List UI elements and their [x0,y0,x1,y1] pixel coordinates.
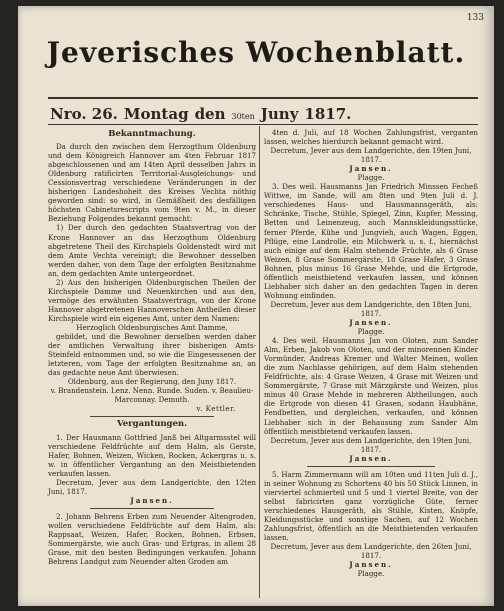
paragraph: v. Brandenstein. Lenz. Nenn. Runde. Suden. v. Beaulieu-Marconnay. Demuth. [50,386,254,405]
paragraph: Plagge. [357,173,385,183]
paragraph: Da durch den zwischen dem Herzogthum Oldenburg und dem Königreich Hannover am 4ten Februar 1817 abgeschlossenen und am 14ten April desselben Jahrs in Oldenburg ratificirten Territorial-Ausgleichungs- und Cessionsvertrag verschiedene Veränderungen in der bisherigen Landeshoheit des Kreises Vechta nöthig geworden sind: so wird, in Gemäßheit des desfälligen höchsten Cabinetsrescripts vom 9ten v. M., in dieser Beziehung Folgendes bekannt gemacht: [48,142,256,224]
issue-year: 1817. [304,105,352,123]
paragraph: 3. Des weil. Hausmanns Jan Friedrich Minssen Fecheß Wittwe, im Sande, will am 8ten und 9ten Juli d. J. verschiedenes Haus- und Hausmannsgeräth, als: Schränke, Tische, Stühle, Spiegel, Zinn, Kupfer, Messing, Betten und Leinenzeug, auch Mannskleidungsstücke, ferner Pferde, Kühe und Jungvieh, auch Wagen, Eggen, Pflüge, eine Landrolle, ein Milchwerk u. s. f., hiernächst auch einige auf dem Halm stehende Früchte, als 6 Grase Weizen, 8 Grase Sommergärste, 18 Grase Hafer, 3 Grase Bohnen, plus minus 16 Grase Mehde, und die Ertgrode, öffentlich meistbietend verkaufen lassen, und können Liebhaber sich daher an den gedachten Tagen in deren Wohnung einfinden. [264,182,478,300]
paragraph: Oldenburg, aus der Regierung, den Juny 1817. [67,377,237,387]
signatory: Jansen. [130,495,174,505]
issue-date-prefix: den [194,105,226,123]
right-column [264,128,478,578]
issue-number: Nro. 26. [50,105,118,123]
issue-date-day: 30ten [231,112,255,121]
signatory: Jansen. [349,453,393,463]
issue-day: Montag [123,105,189,123]
issue-line [50,105,474,123]
masthead-title: Jeverisches Wochenblatt. [46,36,466,69]
paragraph: 2) Aus den bisherigen Oldenburgischen Theilen der Kirchspiele Damme und Neuenkirchen und aus den, vermöge des erwähnten Staatsvertrags, von der Krone Hannover abgetretenen Hannoverschen Antheilen dieser Kirchspiele wird ein eigenes Amt, unter dem Namen: [48,277,256,323]
newspaper-page [18,6,494,606]
left-column [48,128,256,566]
signature: v. Kettler. [196,404,236,414]
section-heading: Vergantungen. [116,419,188,430]
masthead-rule-top [48,97,478,99]
paragraph: 4. Des weil. Hausmanns Jan von Oloten, zum Sander Alm, Erben, Jakob von Oloten, und der minorennen Kinder Vormünder, Andreas Kremer und Walter Meinen, wollen die zum Nachlasse gehörigen, auf dem Halm stehenden Feldfrüchte, als: 4 Grase Weizen, 4 Grase mit Weizen und Sommergärste, 7 Grase mit Märzgärste und Weizen, plus minus 40 Grase Mehde in mehreren Abtheilungen, auch die Ertgrode von diesen 41 Grasen, sodann Haubhäne, Fendbetten, und dergleichen, verkaufen, und können Liebhaber sich in der Behausung zum Sander Alm öffentlich meistbietend verkaufen lassen. [264,336,478,436]
section-heading: Bekanntmachung. [108,129,196,139]
signatory: Jansen. [349,317,393,327]
paragraph: 1) Der durch den gedachten Staatsvertrag von der Krone Hannover an das Herzogthum Oldenburg abgetretene Theil des Kirchspiels Goldenstedt wird mit dem Amte Vechta vereinigt; die Bewohner desselben werden daher, von dem Tage der erfolgten Besitznahme an, dem gedachten Amte untergeordnet. [48,223,256,278]
paragraph: Decretum, Jever aus dem Landgerichte, den 19ten Juni, 1817. [270,435,472,454]
signatory: Jansen. [349,164,393,174]
section-divider [90,508,215,509]
paragraph: Decretum, Jever aus dem Landgerichte, den 18ten Juni, 1817. [270,299,472,318]
section-divider [307,466,435,467]
column-divider [259,126,260,598]
paragraph: 4ten d. Juli, auf 18 Wochen Zahlungsfrist, verganten lassen, welches hierdurch bekannt gemacht wird. [264,128,478,147]
paragraph: 1. Der Hausmann Gottfried Janß bei Altgarmsstel will verschiedene Feldfrüchte auf dem Halm, als Gerste, Hafer, Bohnen, Weizen, Wicken, Rocken, Ackergras u. s. w. in öffentlicher Vergantung an den Meistbietenden verkaufen lassen. [48,432,256,478]
issue-rule-bottom [48,124,478,125]
paragraph: 2. Johann Behrens Erben zum Neuender Altengroden, wollen verschiedene Feldfrüchte auf dem Halm, als: Rappsaat, Weizen, Hafer, Rocken, Bohnen, Erbsen, Sommergärste, wie auch Gras- und Ertgras, in allem 28 Grase, mit den besten Bedingungen verkaufen. Johann Behrens Landgut zum Neuender alten Groden am [48,511,256,567]
paragraph: Plagge. [357,327,385,337]
paragraph: gebildet, und die Bewohner derselben werden daher der amtlichen Verwaltung ihrer bisherigen Amts-Steinfeld entnommen und, so wie die Eingesessenen der letzteren, vom Tage der erfolgten Besitznahme an, an das gedachte neue Amt überwiesen. [48,332,256,378]
paragraph: Decretum, Jever aus dem Landgerichte, den 12ten Juni, 1817. [48,477,256,496]
paragraph: Decretum, Jever aus dem Landgerichte, den 26ten Juni, 1817. [270,542,472,561]
paragraph: Decretum, Jever aus dem Landgerichte, den 19ten Juni, 1817. [270,146,472,165]
issue-month: Juny [260,105,299,123]
paragraph: 5. Harm Zimmermann will am 10ten und 11ten Juli d. J., in seiner Wohnung zu Schortens 40 bis 50 Stück Linnen, in vierviertel schmierteil und 5 und 1 viertel Breite, von der selbst fabricirten ganz vorzügliche Güte, ferner verschiedenes Hausgeräth, als Stühle, Kisten, Knöpfe, Kleidungsstücke und sonstige Sachen, auf 12 Wochen Zahlungsfrist, öffentlich an die Meistbietenden verkaufen lassen. [264,469,478,543]
paragraph: Plagge. [357,569,385,579]
section-divider [90,416,215,417]
page-number: 133 [466,13,484,23]
paragraph: Herzoglich Oldenburgisches Amt Damme, [76,322,228,332]
signatory: Jansen. [349,560,393,570]
